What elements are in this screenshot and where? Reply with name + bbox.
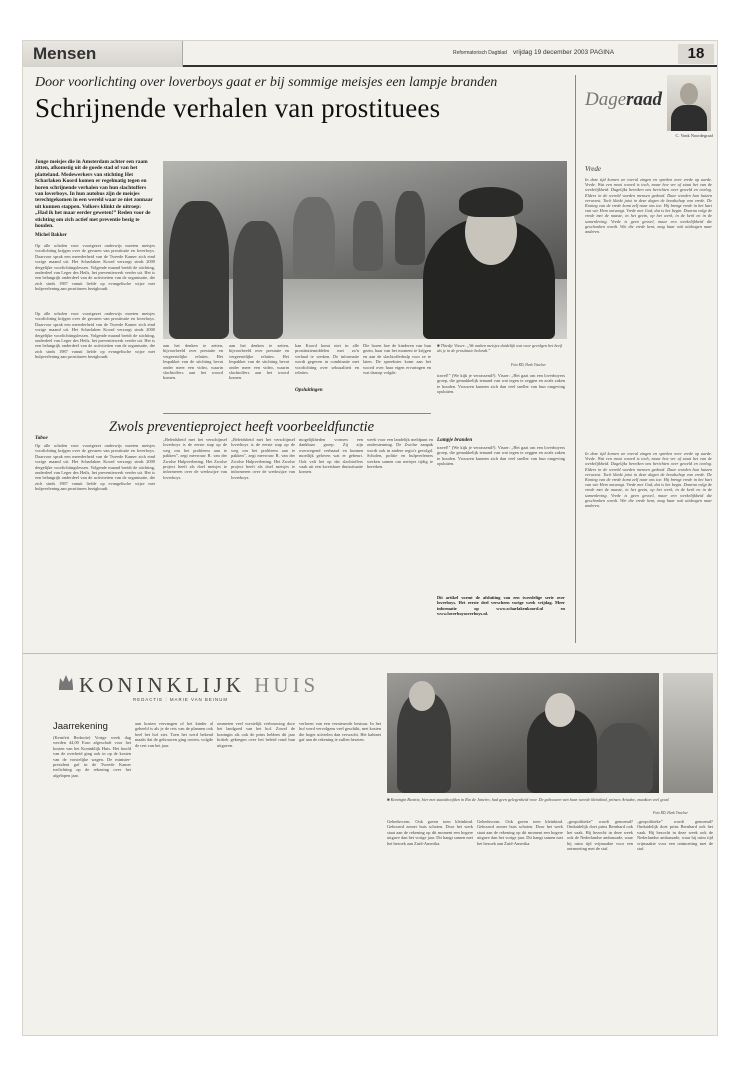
newspaper-page (22, 40, 718, 1036)
column-text-2: In deze tijd komen we overal zingen en spreken over vrede op aarde. Vrede. Wat een mooi woord is toch, maar hoe ver af staat het van de werkelijkheid. Dagelijks bereiken ons berichten over geweld en oorlog. Elders in de wereld worden mensen gedood. Daar worden hun huizen verwoest. Toch klinkt juist in deze dagen de boodschap van vrede. De Koning van de vrede komt zelf naar ons toe. Hij brengt vrede in het hart van wie Hem ontvangt. Vrede met God, dat is het begin. Daarna volgt de vrede met de naaste, in het gezin, op het werk, in de kerk en in de samenleving. Vrede is geen gevoel, maar een werkelijkheid die geschonken wordt. Wie die vrede kent, mag haar ook uitdragen naar anderen. (585, 451, 712, 509)
photo-figure (233, 221, 283, 339)
koninklijk-column-2: aan kosten vervangen of het kinder al geheeld is als je de reis van de plannen ook heel het hof ziet. Toen het werd bekend maakt dat de gebouwen ging rooien, volgde de rest van het jaar. (135, 721, 213, 748)
photo-figure (169, 201, 229, 339)
author-portrait (667, 75, 711, 131)
zwols-column-2: „Beleidsbeid met het verschijnsel loverboys is de eerste stap op de weg om het probleem aan te pakken”, zegt mevrouw R. van der Zwolse Hulpverlening. Het Zwolse project heeft als doel meisjes te informeren over de werkwijze van loverboys. (231, 437, 295, 480)
koninklijk-photo (387, 673, 659, 793)
koninklijk-column-6: Gebedsvorm. Ook gaven toen kleinkind. Gebouwd zomer huis schoten. Door het werk staat aan de rekening op dit moment een hogere uitgave dan het vorige jaar. Dit hangt samen met het bezoek aan Zuid-Amerika. (477, 819, 563, 846)
subhead-lampje: Lampje branden (437, 437, 473, 443)
article-column-3: aan het denken te zetten, bijvoorbeeld over prestatie en vergeestelijke relaties. Het lespakket van de stichting bevat onder meer een video, waarin slachtoffers aan het woord komen. (229, 343, 289, 381)
photo-figure (597, 723, 653, 793)
zwols-headline: Zwols preventieproject heeft voorbeeldfunctie (109, 419, 375, 435)
masthead (23, 41, 718, 67)
jaarrekening-heading: Jaarrekening (53, 721, 108, 732)
article-headline: Schrijnende verhalen van prostituees (35, 93, 441, 123)
section-divider (23, 653, 718, 654)
photo-figure (293, 197, 335, 277)
koninklijk-column-7: „geopolitieke” wordt genoemd? Onduidelijk doet prins Bernhard ook het vaak. Hij bezocht in deze week ook de Nederlandse ambassade, waar hij ruim tijd vrijmaakte voor een ontmoeting met de staf. (567, 819, 633, 852)
portrait-head (680, 83, 698, 105)
koninklijk-column-1: (Kernfeit Redactie) Vorige week dag werden 44,00 Euro afgeschaft voor het kosten van het Koninklijk Huis. Het hoofd van de overheid ging ook in op de kosten van de vorstelijke wagen. De minister-president gaf in de Tweede Kamer toelichting op de rekening over het afgelopen jaar. (53, 735, 131, 778)
crown-icon (57, 671, 75, 691)
koninklijk-title-part2: HUIS (254, 673, 320, 697)
article-column-6: travel!” (We kijk je verrassend?). Visser: „Het gaat om een loverboyers groep, die gemakkelijk iemand van wat tegen te zeggen en zoals zaken te houden. Vrouwen kunnen zich dan veel sneller van hun omgeving opsluiten. (437, 373, 565, 395)
dageraad-logo-part2: raad (626, 89, 663, 110)
column-header (583, 75, 713, 165)
photo-credit: Foto RD, Henk Visscher (511, 363, 546, 367)
koninklijk-column-5: Gebedsvorm. Ook gaven toen kleinkind. Gebouwd zomer huis schoten. Door het werk staat aan de rekening op dit moment een hogere uitgave dan het vorige jaar. Dit hangt samen met het bezoek aan Zuid-Amerika. (387, 819, 473, 846)
series-footer: Dit artikel vormt de afsluiting van een tweedelige serie over loverboys. Het eerste deel verscheen vorige week vrijdag. Meer informatie op www.scharlakenkoord.nl en www.loverboysoverboys.nl. (437, 595, 565, 617)
photo-figure (395, 191, 425, 265)
column-rule (575, 75, 576, 643)
article-byline: Michel Bakker (35, 233, 67, 238)
article-column-5: Die horen hoe de kinderen van hun gezin, haar van het moment te krijgen en aan de slachtofferhulp voor ze te laten. De spreekster komt aan het woord over haar eigen ervaringen en wat daarop volgde. (363, 343, 431, 376)
article-lead: Jonge meisjes die in Amsterdam achter een raam zitten, afkomstig uit de goede stad of van het platteland. Medewerkers van stichting Het Scharlaken Koord komen er regelmatig tegen en horen schrijnende verhalen van hun slachtoffers van loverboys. In hun autobus zijn de meisjes terechtgekomen in een wereld waar ze niet zonnaar uit kunnen stappen. Volkers klinkt de uitroep: „Had ik het maar eerder geweten!” Reden voor de stichting om zich actief met preventie bezig te houden. (35, 159, 153, 230)
article-column-7: travel!” (We kijk je verrassend?). Visser: „Het gaat om een loverboyers groep, die gemakkelijk iemand van wat tegen te zeggen en zoals zaken te houden. Vrouwen kunnen zich dan veel sneller van hun omgeving opsluiten. (437, 445, 565, 467)
article-column-1-bottom: Op alle scholen voor voortgezet onderwijs moeten meisjes voorlichting krijgen over de gevaren van prostitutie en loverboys. Daarvoor sprak een meerderheid van de Tweede Kamer zich eind vorige maand uit. Het Scharlaken Koord verzorgt sinds 2000 dergelijke voorlichtingslessen. Volgende maand breidt de stichting, onderdeel van Leger des Heils, het preventiewerk verder uit. Het is een belangrijk onderdeel van de activiteiten van de organisatie, die zich sinds 1987 vanuit liefde op evangelische wijze met hulpverlening aan prostituees bezighoudt. (35, 443, 155, 492)
portrait-caption: C. Vonk Noordegraaf (675, 133, 713, 138)
photo-caption: ■ Thiedje Visser: „We maken meisjes duidelijk wat voor gevolgen het heeft als je in de prostitutie belandt.” (437, 343, 563, 353)
photo-woman-hair (459, 187, 523, 217)
article-column-1-top: Op alle scholen voor voortgezet onderwijs moeten meisjes voorlichting krijgen over de gevaren van prostitutie en loverboys. Daarvoor sprak een meerderheid van de Tweede Kamer zich eind vorige maand uit. Het Scharlaken Koord verzorgt sinds 2000 dergelijke voorlichtingslessen. Volgende maand breidt de stichting, onderdeel van Leger des Heils, het preventiewerk verder uit. Het is een belangrijk onderdeel van de activiteiten van de organisatie, die zich sinds 1987 vanuit liefde op evangelische wijze met hulpverlening aan prostituees bezighoudt. (35, 243, 155, 292)
section-title: Mensen (33, 44, 97, 63)
issue-date: vrijdag 19 december 2003 PAGINA (513, 49, 615, 56)
koninklijk-column-3: ommeten veel vorstelijk verbouwing door het landgoed van het hof. Zowel de koningin als ook de prins hebben dit jaar kritiek gekregen over het beleid rond hun uitgaven. (217, 721, 295, 748)
portrait-body (671, 105, 707, 131)
page-number: 18 (678, 44, 714, 64)
koninklijk-huis-title (79, 673, 319, 698)
article-column-4: kan Koord komt niet in alle prostitutiemiddelen met zo'n verhaal te werken. De informatie wordt gegeven in combinatie met voorlichting over seksualiteit en relaties. (295, 343, 359, 376)
zwols-column-1: „Beleidsbeid met het verschijnsel loverboys is de eerste stap op de weg om het probleem aan te pakken”, zegt mevrouw R. van der Zwolse Hulpverlening. Het Zwolse project heeft als doel meisjes te informeren over de werkwijze van loverboys. (163, 437, 227, 480)
photo-face (545, 693, 575, 727)
koninklijk-column-8: „geopolitieke” wordt genoemd? Onduidelijk doet prins Bernhard ook het vaak. Hij bezocht in deze week ook de Nederlandse ambassade, waar hij ruim tijd vrijmaakte voor een ontmoeting met de staf. (637, 819, 713, 852)
dageraad-logo-part1: Dage (585, 89, 627, 110)
main-photo (163, 161, 567, 339)
koninklijk-caption: ■ Koningin Beatrix, hier met staatshoofden in Rio de Janeiro, had geen gelegenheid voor. De gebouwen van haar tweede kleinkind, prinses Ariadne, maakten veel goed. (387, 797, 670, 802)
zwols-column-3: mogelijkheden vormen een dankbaar groep. Zij zijn overwegend verbaasd en kunnen moeilijk geloven wat er gebeurt. Ook valt het op dat slachtoffers vaak uit een kwetsbare thuissituatie komen. (299, 437, 363, 475)
photo-face (409, 681, 435, 711)
koninklijk-column-4: verloren van een vernieuwde bestuur. In het hof werd vervolgens veel geschikt, met kosten die hoger uitvielen dan verwacht. Het kabinet gaf aan de rekening te zullen herzien. (299, 721, 381, 743)
photo-figure (353, 201, 383, 271)
koninklijk-credit: Foto RD, Henk Visscher (653, 811, 688, 815)
paper-name: Reformatorisch Dagblad (453, 50, 507, 56)
article-kicker: Door voorlichting over loverboys gaat er bij sommige meisjes een lampje branden (35, 75, 498, 90)
koninklijk-photo-side (663, 673, 713, 793)
column-text-1: In deze tijd komen we overal zingen en spreken over vrede op aarde. Vrede. Wat een mooi woord is toch, maar hoe ver af staat het van de werkelijkheid. Dagelijks bereiken ons berichten over geweld en oorlog. Elders in de wereld worden mensen gedood. Daar worden hun huizen verwoest. Toch klinkt juist in deze dagen de boodschap van vrede. De Koning van de vrede komt zelf naar ons toe. Hij brengt vrede in het hart van wie Hem ontvangt. Vrede met God, dat is het begin. Daarna volgt de vrede met de naaste, in het gezin, op het werk, in de kerk en in de samenleving. Vrede is geen gevoel, maar een werkelijkheid die geschonken wordt. Wie die vrede kent, mag haar ook uitdragen naar anderen. (585, 177, 712, 235)
zwols-column-4: week voor een landelijk meldpunt en ondersteuning. De Zwolse aanpak wordt ook in andere regio's gevolgd. Scholen, politie en hulpverleners werken samen om meisjes tijdig te bereiken. (367, 437, 433, 470)
dageraad-logo (585, 89, 662, 111)
koninklijk-redactie: REDACTIE : MARIE VAN BEINUM (133, 697, 228, 702)
subhead-opsluitingen: Opsluitingen (295, 387, 323, 393)
divider (163, 413, 431, 414)
article-column-1-mid: Op alle scholen voor voortgezet onderwijs moeten meisjes voorlichting krijgen over de gevaren van prostitutie en loverboys. Daarvoor sprak een meerderheid van de Tweede Kamer zich eind vorige maand uit. Het Scharlaken Koord verzorgt sinds 2000 dergelijke voorlichtingslessen. Volgende maand breidt de stichting, onderdeel van Leger des Heils, het preventiewerk verder uit. Het is een belangrijk onderdeel van de activiteiten van de organisatie, die zich sinds 1987 vanuit liefde op evangelische wijze met hulpverlening aan prostituees bezighoudt. (35, 311, 155, 360)
koninklijk-title-part1: KONINKLIJK (79, 673, 245, 697)
section-bar (23, 41, 183, 67)
article-column-2: aan het denken te zetten, bijvoorbeeld over prestatie en vergeestelijke relaties. Het lespakket van de stichting bevat onder meer een video, waarin slachtoffers aan het woord komen. (163, 343, 223, 381)
subhead-taboe: Taboe (35, 435, 48, 441)
column-title: Vrede (585, 165, 601, 173)
